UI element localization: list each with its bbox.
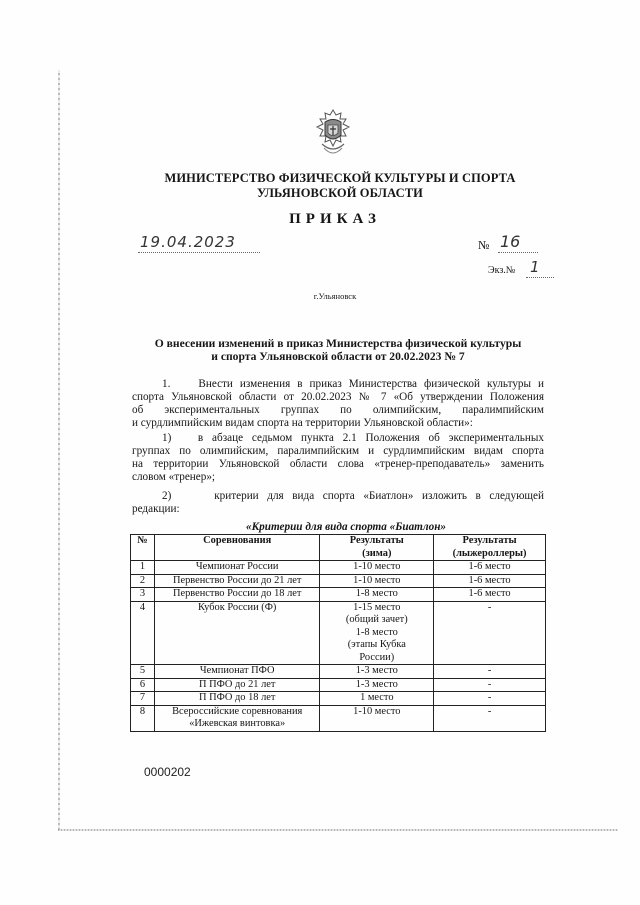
- city: г.Ульяновск: [313, 291, 357, 301]
- row-competition: Чемпионат ПФО: [154, 665, 319, 679]
- row-competition: Всероссийские соревнования «Ижевская винтовка»: [154, 705, 319, 731]
- row-num: 4: [131, 601, 155, 665]
- table-row: [131, 588, 546, 602]
- row-num: 5: [131, 665, 155, 679]
- table-header-row: [131, 535, 546, 561]
- row-roller: -: [434, 692, 546, 706]
- header-roller: Результаты (лыжероллеры): [434, 535, 546, 561]
- document-serial-code: 0000202: [144, 765, 191, 779]
- header-winter: Результаты (зима): [320, 535, 434, 561]
- paragraph-1-number: 1.: [162, 378, 171, 390]
- subitem-1-number: 1): [162, 432, 172, 444]
- row-num: 8: [131, 705, 155, 731]
- table-row: [131, 692, 546, 706]
- row-num: 6: [131, 678, 155, 692]
- table-row: [131, 574, 546, 588]
- subitem-2-line2: редакции:: [132, 503, 180, 515]
- row-roller: 1-6 место: [434, 588, 546, 602]
- subitem-2-line1: 2) критерии для вида спорта «Биатлон» изложить в следующей: [162, 490, 544, 502]
- order-title-line2: и спорта Ульяновской области от 20.02.2023 № 7: [211, 350, 465, 363]
- table-row: [131, 705, 546, 731]
- row-num: 7: [131, 692, 155, 706]
- paragraph-1-line2: спорта Ульяновской области от 20.02.2023 № 7 «Об утверждении Положения: [132, 391, 544, 403]
- copy-label: Экз.№: [488, 265, 516, 276]
- row-winter: 1-10 место: [320, 705, 434, 731]
- header-competition: Соревнования: [154, 535, 319, 561]
- subitem-2-number: 2): [162, 490, 172, 502]
- scan-edge-left: [58, 70, 60, 830]
- subitem-1-line2: группах по олимпийским, паралимпийским и сурдлимпийским видам спорта: [132, 445, 544, 457]
- row-winter: 1-3 место: [320, 665, 434, 679]
- order-title-line1: О внесении изменений в приказ Министерства физической культуры: [154, 337, 522, 350]
- row-competition: П ПФО до 18 лет: [154, 692, 319, 706]
- row-competition: Первенство России до 21 лет: [154, 574, 319, 588]
- row-roller: -: [434, 665, 546, 679]
- row-winter: 1-8 место: [320, 588, 434, 602]
- row-roller: 1-6 место: [434, 574, 546, 588]
- scan-edge-bottom: [58, 829, 618, 831]
- row-competition: Чемпионат России: [154, 561, 319, 575]
- table-row: [131, 678, 546, 692]
- row-roller: 1-6 место: [434, 561, 546, 575]
- table-row: [131, 601, 546, 665]
- row-winter: 1-10 место: [320, 561, 434, 575]
- copy-number: 1: [530, 258, 540, 276]
- row-competition: Первенство России до 18 лет: [154, 588, 319, 602]
- number-underline: [498, 252, 538, 253]
- criteria-table: [130, 534, 546, 732]
- order-number: 16: [500, 232, 521, 251]
- coat-of-arms-icon: [312, 108, 354, 160]
- row-winter: 1-3 место: [320, 678, 434, 692]
- subitem-1-line4: словом «тренер»;: [132, 471, 216, 483]
- table-caption: «Критерии для вида спорта «Биатлон»: [245, 521, 447, 533]
- document-type: ПРИКАЗ: [289, 211, 381, 227]
- paragraph-1-line1: 1. Внести изменения в приказ Министерства физической культуры и: [162, 378, 544, 390]
- row-roller: -: [434, 678, 546, 692]
- order-date: 19.04.2023: [140, 233, 236, 251]
- row-competition: П ПФО до 21 лет: [154, 678, 319, 692]
- row-num: 2: [131, 574, 155, 588]
- date-underline: [138, 252, 260, 253]
- row-roller: -: [434, 601, 546, 665]
- number-sign: №: [478, 238, 490, 252]
- row-winter: 1 место: [320, 692, 434, 706]
- row-num: 3: [131, 588, 155, 602]
- row-num: 1: [131, 561, 155, 575]
- row-winter: 1-10 место: [320, 574, 434, 588]
- table-row: [131, 665, 546, 679]
- row-competition: Кубок России (Ф): [154, 601, 319, 665]
- row-winter: 1-15 место (общий зачет) 1-8 место (этапы Кубка России): [320, 601, 434, 665]
- ministry-name-line1: МИНИСТЕРСТВО ФИЗИЧЕСКОЙ КУЛЬТУРЫ И СПОРТА: [164, 171, 516, 185]
- subitem-1-line3: на территории Ульяновской области слова «тренер-преподаватель» заменить: [132, 458, 544, 470]
- subitem-1-line1: 1) в абзаце седьмом пункта 2.1 Положения об экспериментальных: [162, 432, 545, 444]
- header-num: №: [131, 535, 155, 561]
- row-roller: -: [434, 705, 546, 731]
- paragraph-1-line4: и сурдлимпийским видам спорта на территории Ульяновской области»:: [132, 417, 473, 429]
- paragraph-1-line3: об экспериментальных группах по олимпийским, паралимпийским: [132, 404, 544, 416]
- ministry-name-line2: УЛЬЯНОВСКОЙ ОБЛАСТИ: [257, 186, 423, 200]
- table-row: [131, 561, 546, 575]
- copy-underline: [526, 277, 554, 278]
